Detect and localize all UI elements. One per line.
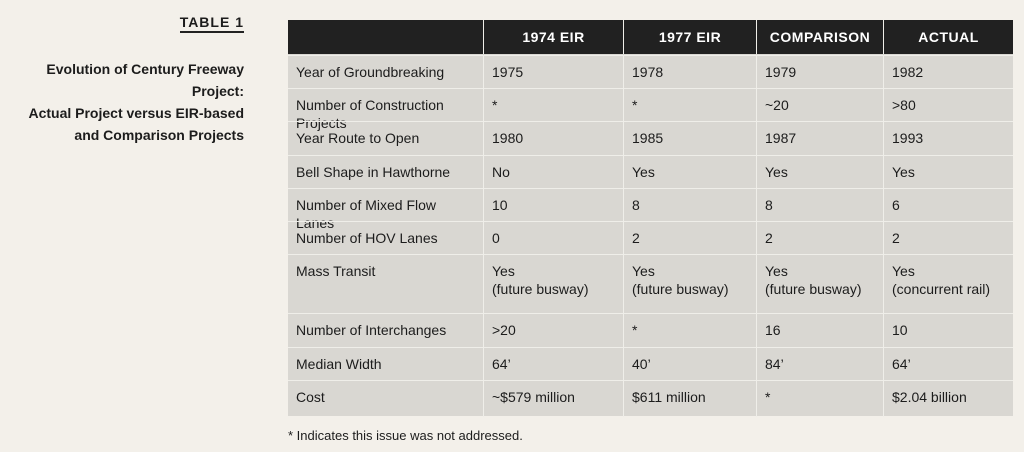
table-cell: 64’: [892, 356, 911, 372]
table-cell: *: [757, 381, 884, 417]
table-cell: 10: [892, 322, 908, 338]
table-cell: 2: [892, 230, 900, 246]
table-cell: >20: [484, 314, 624, 348]
table-cell: *: [624, 89, 757, 122]
header-cell-empty: [288, 20, 484, 54]
table-row: [288, 221, 1013, 255]
table-cell: Yes (future busway): [484, 255, 624, 314]
caption-line: Actual Project versus EIR-based: [28, 105, 244, 121]
table-cell: 6: [892, 197, 900, 213]
table-row: [288, 254, 1013, 314]
table-row: [288, 347, 1013, 381]
table-number-label: TABLE 1: [180, 14, 244, 33]
row-label-cell: Cost: [288, 381, 484, 417]
table-cell: *: [624, 314, 757, 348]
row-label-cell: Median Width: [288, 348, 484, 381]
header-cell-actual: ACTUAL: [918, 29, 979, 45]
table-cell: 2: [624, 222, 757, 255]
row-label-cell: Bell Shape in Hawthorne: [288, 156, 484, 189]
table-row: [288, 380, 1013, 417]
table-cell: 64’: [484, 348, 624, 381]
table-cell: 10: [484, 189, 624, 222]
row-label-cell: Year Route to Open: [288, 122, 484, 156]
table-cell: 2: [757, 222, 884, 255]
caption-line: Evolution of Century Freeway Project:: [46, 61, 244, 99]
table-cell: >80: [892, 97, 916, 113]
caption-line: and Comparison Projects: [74, 127, 244, 143]
row-label-cell: Number of Mixed Flow Lanes: [288, 189, 484, 222]
table-cell: Yes (future busway): [757, 255, 884, 314]
row-label-cell: Mass Transit: [288, 255, 484, 314]
table-row: [288, 88, 1013, 131]
table-cell: 1975: [484, 56, 624, 89]
table-cell: 8: [757, 189, 884, 222]
table-cell: ~20: [757, 89, 884, 122]
row-label-cell: Number of HOV Lanes: [288, 222, 484, 255]
table-cell: 1993: [892, 130, 924, 146]
table-caption: [0, 58, 244, 146]
header-cell-comparison: COMPARISON: [757, 20, 884, 54]
table-cell: Yes: [624, 156, 757, 189]
header-cell-1977-eir: 1977 EIR: [624, 20, 757, 54]
table-cell: 1980: [484, 122, 624, 156]
table-cell: No: [484, 156, 624, 189]
table-cell: Yes (future busway): [624, 255, 757, 314]
row-label-cell: Year of Groundbreaking: [288, 56, 484, 89]
table-cell: Yes (concurrent rail): [892, 263, 991, 297]
table-cell: 1982: [892, 64, 924, 80]
table-cell: 16: [757, 314, 884, 348]
table-row: [288, 155, 1013, 189]
table-cell: *: [484, 89, 624, 122]
table-footnote: * Indicates this issue was not addressed.: [288, 428, 523, 443]
table-cell: Yes: [892, 164, 915, 180]
table-cell: 84’: [757, 348, 884, 381]
table-row: [288, 188, 1013, 231]
table-row: [288, 313, 1013, 348]
table-cell: 40’: [624, 348, 757, 381]
table-header-row: [288, 20, 1013, 54]
table-cell: 1987: [757, 122, 884, 156]
table-cell: 8: [624, 189, 757, 222]
table-cell: Yes: [757, 156, 884, 189]
table-cell: 1978: [624, 56, 757, 89]
table-cell: ~$579 million: [484, 381, 624, 417]
header-cell-1974-eir: 1974 EIR: [484, 20, 624, 54]
table-cell: 1985: [624, 122, 757, 156]
table-cell: $611 million: [624, 381, 757, 417]
table-cell: 0: [484, 222, 624, 255]
table-row: [288, 55, 1013, 89]
comparison-table: [288, 20, 1013, 416]
row-label-cell: Number of Construction Projects: [288, 89, 484, 122]
table-row: [288, 121, 1013, 156]
row-label-cell: Number of Interchanges: [288, 314, 484, 348]
table-cell: 1979: [757, 56, 884, 89]
table-cell: $2.04 billion: [892, 389, 967, 405]
